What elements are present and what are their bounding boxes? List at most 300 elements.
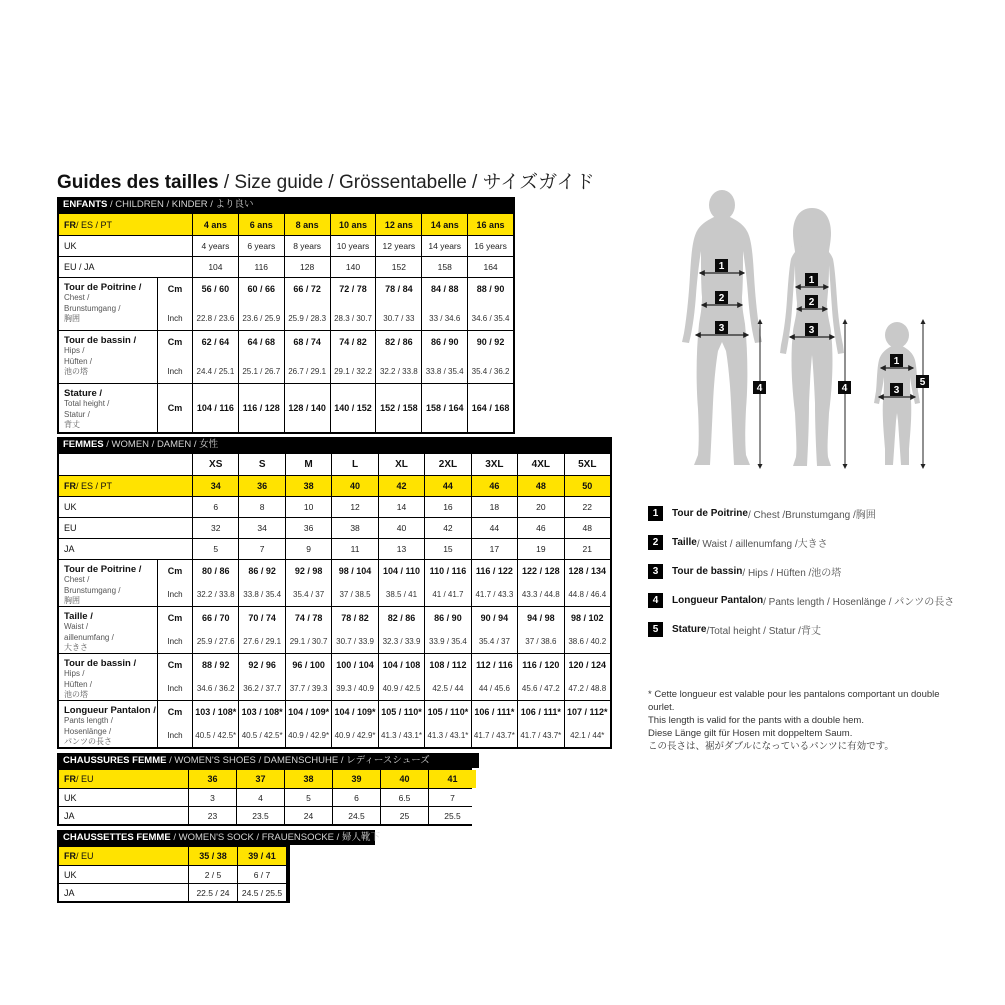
fr-size-cell: 44 xyxy=(425,476,470,496)
ja-size-cell: 17 xyxy=(472,539,517,559)
row-label-main: Tour de Poitrine / xyxy=(64,282,142,293)
cm-value: 105 / 110* xyxy=(381,707,422,717)
row-label-sub: Waist / xyxy=(64,622,89,631)
row-label-fr-eu xyxy=(59,847,188,865)
cm-value: 60 / 66 xyxy=(247,284,276,294)
fr-size-cell: 42 xyxy=(379,476,424,496)
uk-size-cell: 20 xyxy=(518,497,563,517)
row-label-sub: Pants length / xyxy=(64,716,113,725)
cm-value: 86 / 90 xyxy=(430,337,459,347)
chest-measure-cell xyxy=(379,560,424,606)
row-label-sub: Chest / xyxy=(64,575,90,584)
pants-length-measure-cell xyxy=(518,701,563,747)
legend-item-stature xyxy=(648,622,954,637)
hips-measure-cell xyxy=(332,654,377,700)
uk-size-cell: 3 xyxy=(189,789,236,806)
row-label-hips xyxy=(59,331,157,383)
uk-size-cell: 6 xyxy=(333,789,380,806)
size-header-cell: 5XL xyxy=(565,454,610,475)
row-label-main: Taille / xyxy=(64,611,93,622)
hips-measure-cell xyxy=(518,654,563,700)
row-label-sub: Hips / xyxy=(64,669,85,678)
inch-value: 41.3 / 43.1* xyxy=(427,731,469,740)
inch-value: 23.6 / 25.9 xyxy=(242,314,281,323)
footnote-line-ja: この長さは、裾がダブルになっているパンツに有効です。 xyxy=(648,741,894,752)
legend-label-rest: /Total height / Statur /背丈 xyxy=(706,626,821,637)
measurement-figures xyxy=(650,185,960,480)
eu-size-cell: 32 xyxy=(193,518,238,538)
cm-value: 107 / 112* xyxy=(566,707,608,717)
cm-value: 108 / 112 xyxy=(429,660,467,670)
fr-eu-size-cell: 36 xyxy=(189,770,236,788)
children-grid xyxy=(57,212,515,434)
eu-ja-size-cell: 164 xyxy=(468,257,513,277)
pants-length-measure-cell xyxy=(425,701,470,747)
inch-value: 40.5 / 42.5* xyxy=(241,731,283,740)
child-marker-5: 5 xyxy=(919,377,926,388)
pants-length-measure-cell xyxy=(332,701,377,747)
inch-value: 32.2 / 33.8 xyxy=(379,367,418,376)
inch-value: 41.7 / 43.7* xyxy=(520,731,562,740)
cm-value: 78 / 82 xyxy=(341,613,369,623)
row-label-main: Longueur Pantalon / xyxy=(64,705,156,716)
chest-measure-cell xyxy=(472,560,517,606)
eu-size-cell: 40 xyxy=(379,518,424,538)
inch-value: 37 / 38.6 xyxy=(525,637,557,646)
stature-measure-cell: 116 / 128 xyxy=(239,384,284,432)
uk-size-cell: 4 xyxy=(237,789,284,806)
cm-value: 104 / 109* xyxy=(288,707,330,717)
waist-measure-cell xyxy=(518,607,563,653)
inch-value: 25.1 / 26.7 xyxy=(242,367,281,376)
size-header-cell: 2XL xyxy=(425,454,470,475)
chest-measure-cell xyxy=(193,278,238,330)
chest-measure-cell xyxy=(422,278,467,330)
legend-label-rest: / Pants length / Hosenlänge / パンツの長さ xyxy=(763,597,955,608)
legend-label-main: Tour de bassin xyxy=(672,566,743,577)
inch-value: 26.7 / 29.1 xyxy=(288,367,327,376)
fr-size-cell: 36 xyxy=(239,476,284,496)
legend-label-main: Tour de Poitrine xyxy=(672,508,748,519)
inch-value: 41.7 / 43.3 xyxy=(475,590,514,599)
inch-value: 43.3 / 44.8 xyxy=(521,590,560,599)
size-header-cell: 6 ans xyxy=(239,214,284,235)
fr-size-cell: 34 xyxy=(193,476,238,496)
hips-measure-cell xyxy=(565,654,610,700)
uk-size-cell: 6 years xyxy=(239,236,284,256)
cm-value: 112 / 116 xyxy=(476,660,513,670)
unit-cm-label: Cm xyxy=(167,284,183,294)
waist-measure-cell xyxy=(286,607,331,653)
size-header-cell: S xyxy=(239,454,284,475)
cm-value: 82 / 86 xyxy=(387,613,416,623)
uk-size-cell: 22 xyxy=(565,497,610,517)
row-label-sub: Statur / xyxy=(64,409,90,419)
legend-label-rest: / Hips / Hüften /池の塔 xyxy=(742,568,842,579)
women-socks-table xyxy=(57,830,380,903)
row-label-sub: 胸囲 xyxy=(64,314,80,323)
inch-value: 37 / 38.5 xyxy=(339,590,371,599)
eu-size-cell: 44 xyxy=(472,518,517,538)
cm-value: 86 / 92 xyxy=(248,566,276,576)
cm-value: 105 / 110* xyxy=(427,707,469,717)
cm-value: 88 / 92 xyxy=(201,660,230,670)
row-label-sub: Hips / xyxy=(64,346,85,355)
size-header-cell: 4XL xyxy=(518,454,563,475)
inch-value: 44 / 45.6 xyxy=(478,684,510,693)
inch-value: 35.4 / 36.2 xyxy=(471,367,510,376)
hips-measure-cell xyxy=(376,331,421,383)
unit-cm-label: Cm xyxy=(167,707,183,717)
eu-ja-size-cell: 116 xyxy=(239,257,284,277)
hips-measure-cell xyxy=(468,331,513,383)
cm-value: 116 / 120 xyxy=(522,660,560,670)
ja-size-cell: 21 xyxy=(565,539,610,559)
cm-value: 120 / 124 xyxy=(568,660,607,670)
size-header-cell: 14 ans xyxy=(422,214,467,235)
size-header-cell: 4 ans xyxy=(193,214,238,235)
ja-size-cell: 5 xyxy=(193,539,238,559)
uk-size-cell: 8 years xyxy=(285,236,330,256)
waist-measure-cell xyxy=(472,607,517,653)
fr-eu-size-cell: 41 xyxy=(429,770,476,788)
row-label-main: FR xyxy=(64,774,76,784)
pants-length-footnote xyxy=(648,688,966,753)
row-label-pants-length xyxy=(59,701,157,747)
row-label-sub: 池の塔 xyxy=(64,690,88,699)
woman-marker-3: 3 xyxy=(808,325,815,336)
legend-label-main: Taille xyxy=(672,537,697,548)
cm-value: 92 / 98 xyxy=(294,566,323,576)
man-marker-1: 1 xyxy=(718,261,725,272)
uk-size-cell: 10 xyxy=(286,497,331,517)
children-size-table xyxy=(57,197,515,434)
unit-cm-label: Cm xyxy=(167,660,183,670)
cm-value: 96 / 100 xyxy=(292,660,325,670)
row-label-main: FR xyxy=(64,851,76,861)
size-header-cell: 3XL xyxy=(472,454,517,475)
unit-cell: Cm xyxy=(158,384,192,432)
eu-size-cell: 38 xyxy=(332,518,377,538)
waist-measure-cell xyxy=(193,607,238,653)
cm-value: 68 / 74 xyxy=(293,337,321,347)
waist-measure-cell xyxy=(565,607,610,653)
woman-marker-4: 4 xyxy=(841,383,848,394)
row-label-sub: Hüften / xyxy=(64,356,93,366)
stature-measure-cell: 158 / 164 xyxy=(422,384,467,432)
page-title-main: Guides des tailles xyxy=(57,172,219,193)
inch-value: 45.6 / 47.2 xyxy=(521,684,560,693)
empty-corner-cell xyxy=(59,454,192,475)
chest-measure-cell xyxy=(332,560,377,606)
inch-value: 41.7 / 43.7* xyxy=(473,731,515,740)
inch-value: 40.9 / 42.9* xyxy=(288,731,330,740)
inch-value: 32.3 / 33.9 xyxy=(382,637,421,646)
hips-measure-cell xyxy=(422,331,467,383)
row-label-hips xyxy=(59,654,157,700)
pants-length-measure-cell xyxy=(239,701,284,747)
children-table-header-bar xyxy=(57,197,515,212)
fr-size-cell: 40 xyxy=(332,476,377,496)
cm-value: 74 / 82 xyxy=(339,337,367,347)
fr-size-cell: 50 xyxy=(565,476,610,496)
legend-number-badge: 4 xyxy=(648,593,663,608)
stature-measure-cell: 140 / 152 xyxy=(331,384,376,432)
inch-value: 27.6 / 29.1 xyxy=(243,637,282,646)
row-label-sub: 池の塔 xyxy=(64,367,88,376)
cm-value: 86 / 90 xyxy=(434,613,462,623)
legend-number-badge: 2 xyxy=(648,535,663,550)
row-label-rest: / EU xyxy=(76,774,94,784)
measurement-legend xyxy=(648,506,954,651)
unit-cm-label: Cm xyxy=(167,337,183,347)
shoes-table-header-bar xyxy=(57,753,479,768)
row-label-rest: / ES / PT xyxy=(76,481,113,491)
legend-label-rest: / Chest /Brunstumgang /胸囲 xyxy=(747,510,876,521)
hips-measure-cell xyxy=(286,654,331,700)
chest-measure-cell xyxy=(193,560,238,606)
shoes-grid xyxy=(57,768,472,826)
chest-measure-cell xyxy=(376,278,421,330)
inch-value: 29.1 / 30.7 xyxy=(289,637,328,646)
eu-ja-size-cell: 104 xyxy=(193,257,238,277)
children-header-rest: / CHILDREN / KINDER / より良い xyxy=(107,199,254,210)
eu-size-cell: 34 xyxy=(239,518,284,538)
cm-value: 103 / 108* xyxy=(195,707,237,717)
cm-value: 128 / 134 xyxy=(568,566,607,576)
size-header-cell: XS xyxy=(193,454,238,475)
pants-length-measure-cell xyxy=(472,701,517,747)
women-header-main: FEMMES xyxy=(63,439,104,450)
man-marker-3: 3 xyxy=(718,323,725,334)
legend-label-main: Longueur Pantalon xyxy=(672,595,764,606)
stature-measure-cell: 104 / 116 xyxy=(193,384,238,432)
page-title xyxy=(57,167,595,194)
row-label-main: FR xyxy=(64,481,76,491)
inch-value: 41 / 41.7 xyxy=(432,590,464,599)
row-label-eu-ja: EU / JA xyxy=(59,257,192,277)
row-label-stature xyxy=(59,384,157,432)
row-label-sub: Chest / xyxy=(64,293,90,302)
chest-measure-cell xyxy=(468,278,513,330)
fr-eu-size-cell: 38 xyxy=(285,770,332,788)
unit-cell xyxy=(158,331,192,383)
cm-value: 104 / 108 xyxy=(382,660,421,670)
hips-measure-cell xyxy=(425,654,470,700)
socks-header-rest: / WOMEN'S SOCK / FRAUENSOCKE / 婦人靴下 xyxy=(170,832,380,843)
cm-value: 70 / 74 xyxy=(248,613,276,623)
cm-value: 106 / 111* xyxy=(474,707,515,717)
cm-value: 78 / 84 xyxy=(385,284,413,294)
cm-value: 110 / 116 xyxy=(429,566,467,576)
ja-size-cell: 24 xyxy=(285,807,332,824)
uk-size-cell: 14 xyxy=(379,497,424,517)
row-label-ja: JA xyxy=(59,539,192,559)
waist-measure-cell xyxy=(332,607,377,653)
women-grid xyxy=(57,452,612,749)
ja-size-cell: 22.5 / 24 xyxy=(189,884,237,901)
ja-size-cell: 24.5 xyxy=(333,807,380,824)
row-label-main: Tour de bassin / xyxy=(64,658,137,669)
size-header-cell: 16 ans xyxy=(468,214,513,235)
unit-inch-label: Inch xyxy=(167,731,183,740)
inch-value: 35.4 / 37 xyxy=(478,637,510,646)
row-label-rest: / EU xyxy=(76,851,94,861)
fr-size-cell: 38 xyxy=(286,476,331,496)
ja-size-cell: 25.5 xyxy=(429,807,476,824)
row-label-main: FR xyxy=(64,219,76,230)
legend-item-hips xyxy=(648,564,954,579)
ja-size-cell: 11 xyxy=(332,539,377,559)
size-header-cell: M xyxy=(286,454,331,475)
uk-size-cell: 10 years xyxy=(331,236,376,256)
women-header-rest: / WOMEN / DAMEN / 女性 xyxy=(103,439,219,450)
footnote-line-fr: * Cette longueur est valable pour les pantalons comportant un double ourlet. xyxy=(648,689,940,713)
inch-value: 34.6 / 35.4 xyxy=(471,314,510,323)
chest-measure-cell xyxy=(239,278,284,330)
cm-value: 82 / 86 xyxy=(385,337,413,347)
row-label-fr-es-pt xyxy=(59,214,192,235)
unit-inch-label: Inch xyxy=(167,590,183,599)
hips-measure-cell xyxy=(331,331,376,383)
inch-value: 37.7 / 39.3 xyxy=(289,684,328,693)
unit-inch-label: Inch xyxy=(167,684,183,693)
row-label-main: Stature / xyxy=(64,388,103,399)
cm-value: 90 / 94 xyxy=(480,613,509,623)
inch-value: 41.3 / 43.1* xyxy=(381,731,422,740)
size-header-cell: L xyxy=(332,454,377,475)
shoes-header-main: CHAUSSURES FEMME xyxy=(63,755,167,766)
inch-value: 38.5 / 41 xyxy=(385,590,418,599)
cm-value: 88 / 90 xyxy=(476,284,505,294)
cm-value: 74 / 78 xyxy=(294,613,323,623)
hips-measure-cell xyxy=(193,654,238,700)
row-label-sub: 大きさ xyxy=(64,643,88,652)
waist-measure-cell xyxy=(379,607,424,653)
inch-value: 44.8 / 46.4 xyxy=(568,590,607,599)
uk-size-cell: 16 years xyxy=(468,236,513,256)
row-label-main: Tour de bassin / xyxy=(64,335,137,346)
legend-label-rest: / Waist / aillenumfang /大きさ xyxy=(696,539,828,550)
hips-measure-cell xyxy=(285,331,330,383)
row-label-sub: Hosenlänge / xyxy=(64,726,112,736)
socks-header-main: CHAUSSETTES FEMME xyxy=(63,832,171,843)
ja-size-cell: 23.5 xyxy=(237,807,284,824)
row-label-sub: Brunstumgang / xyxy=(64,303,121,313)
cm-value: 94 / 98 xyxy=(527,613,555,623)
cm-value: 66 / 72 xyxy=(293,284,321,294)
inch-value: 36.2 / 37.7 xyxy=(243,684,282,693)
waist-measure-cell xyxy=(425,607,470,653)
row-label-sub: パンツの長さ xyxy=(64,737,112,746)
eu-ja-size-cell: 128 xyxy=(285,257,330,277)
cm-value: 103 / 108* xyxy=(241,707,283,717)
cm-value: 72 / 78 xyxy=(339,284,367,294)
inch-value: 30.7 / 33 xyxy=(383,314,415,323)
women-shoes-table xyxy=(57,753,479,826)
women-table-header-bar xyxy=(57,437,612,452)
chest-measure-cell xyxy=(285,278,330,330)
cm-value: 64 / 68 xyxy=(247,337,276,347)
footnote-line-de: Diese Länge gilt für Hosen mit doppeltem Saum. xyxy=(648,728,853,739)
inch-value: 34.6 / 36.2 xyxy=(196,684,235,693)
cm-value: 106 / 111* xyxy=(520,707,561,717)
fr-eu-size-cell: 35 / 38 xyxy=(189,847,237,865)
chest-measure-cell xyxy=(331,278,376,330)
page-title-rest: / Size guide / Grössentabelle / サイズガイド xyxy=(218,172,595,193)
inch-value: 32.2 / 33.8 xyxy=(196,590,235,599)
uk-size-cell: 12 xyxy=(332,497,377,517)
row-label-chest xyxy=(59,278,157,330)
uk-size-cell: 5 xyxy=(285,789,332,806)
hips-measure-cell xyxy=(472,654,517,700)
inch-value: 33 / 34.6 xyxy=(429,314,461,323)
ja-size-cell: 7 xyxy=(239,539,284,559)
chest-measure-cell xyxy=(425,560,470,606)
eu-size-cell: 42 xyxy=(425,518,470,538)
eu-size-cell: 46 xyxy=(518,518,563,538)
inch-value: 42.1 / 44* xyxy=(570,731,605,740)
fr-eu-size-cell: 39 xyxy=(333,770,380,788)
row-label-waist xyxy=(59,607,157,653)
shoes-header-rest: / WOMEN'S SHOES / DAMENSCHUHE / レディースシューズ xyxy=(166,755,430,766)
uk-size-cell: 16 xyxy=(425,497,470,517)
uk-size-cell: 4 years xyxy=(193,236,238,256)
uk-size-cell: 6 / 7 xyxy=(238,866,286,883)
cm-value: 56 / 60 xyxy=(201,284,230,294)
hips-measure-cell xyxy=(239,654,284,700)
row-label-uk: UK xyxy=(59,236,192,256)
row-label-sub: Hüften / xyxy=(64,679,93,689)
row-label-main: Tour de Poitrine / xyxy=(64,564,142,575)
inch-value: 33.8 / 35.4 xyxy=(425,367,464,376)
stature-measure-cell: 164 / 168 xyxy=(468,384,513,432)
row-label-uk: UK xyxy=(59,497,192,517)
cm-value: 116 / 122 xyxy=(475,566,513,576)
waist-measure-cell xyxy=(239,607,284,653)
unit-cell xyxy=(158,607,192,653)
women-size-table xyxy=(57,437,612,749)
legend-number-badge: 3 xyxy=(648,564,663,579)
inch-value: 40.9 / 42.9* xyxy=(334,731,376,740)
footnote-line-en: This length is valid for the pants with a double hem. xyxy=(648,715,864,726)
unit-cell xyxy=(158,278,192,330)
row-label-uk: UK xyxy=(59,866,188,883)
child-marker-1: 1 xyxy=(893,356,900,367)
inch-value: 25.9 / 27.6 xyxy=(196,637,235,646)
row-label-rest: / ES / PT xyxy=(76,219,113,230)
size-header-cell: XL xyxy=(379,454,424,475)
ja-size-cell: 23 xyxy=(189,807,236,824)
legend-item-waist xyxy=(648,535,954,550)
uk-size-cell: 14 years xyxy=(422,236,467,256)
pants-length-measure-cell xyxy=(286,701,331,747)
unit-cell xyxy=(158,560,192,606)
inch-value: 39.3 / 40.9 xyxy=(336,684,374,693)
unit-cm-label: Cm xyxy=(167,566,183,576)
child-marker-3: 3 xyxy=(893,385,900,396)
legend-number-badge: 1 xyxy=(648,506,663,521)
cm-value: 66 / 70 xyxy=(201,613,230,623)
fr-size-cell: 46 xyxy=(472,476,517,496)
legend-item-chest xyxy=(648,506,954,521)
cm-value: 90 / 92 xyxy=(476,337,505,347)
inch-value: 28.3 / 30.7 xyxy=(334,314,372,323)
inch-value: 38.6 / 40.2 xyxy=(568,637,607,646)
row-label-sub: 背丈 xyxy=(64,420,80,429)
stature-measure-cell: 152 / 158 xyxy=(376,384,421,432)
fr-eu-size-cell: 39 / 41 xyxy=(238,847,286,865)
